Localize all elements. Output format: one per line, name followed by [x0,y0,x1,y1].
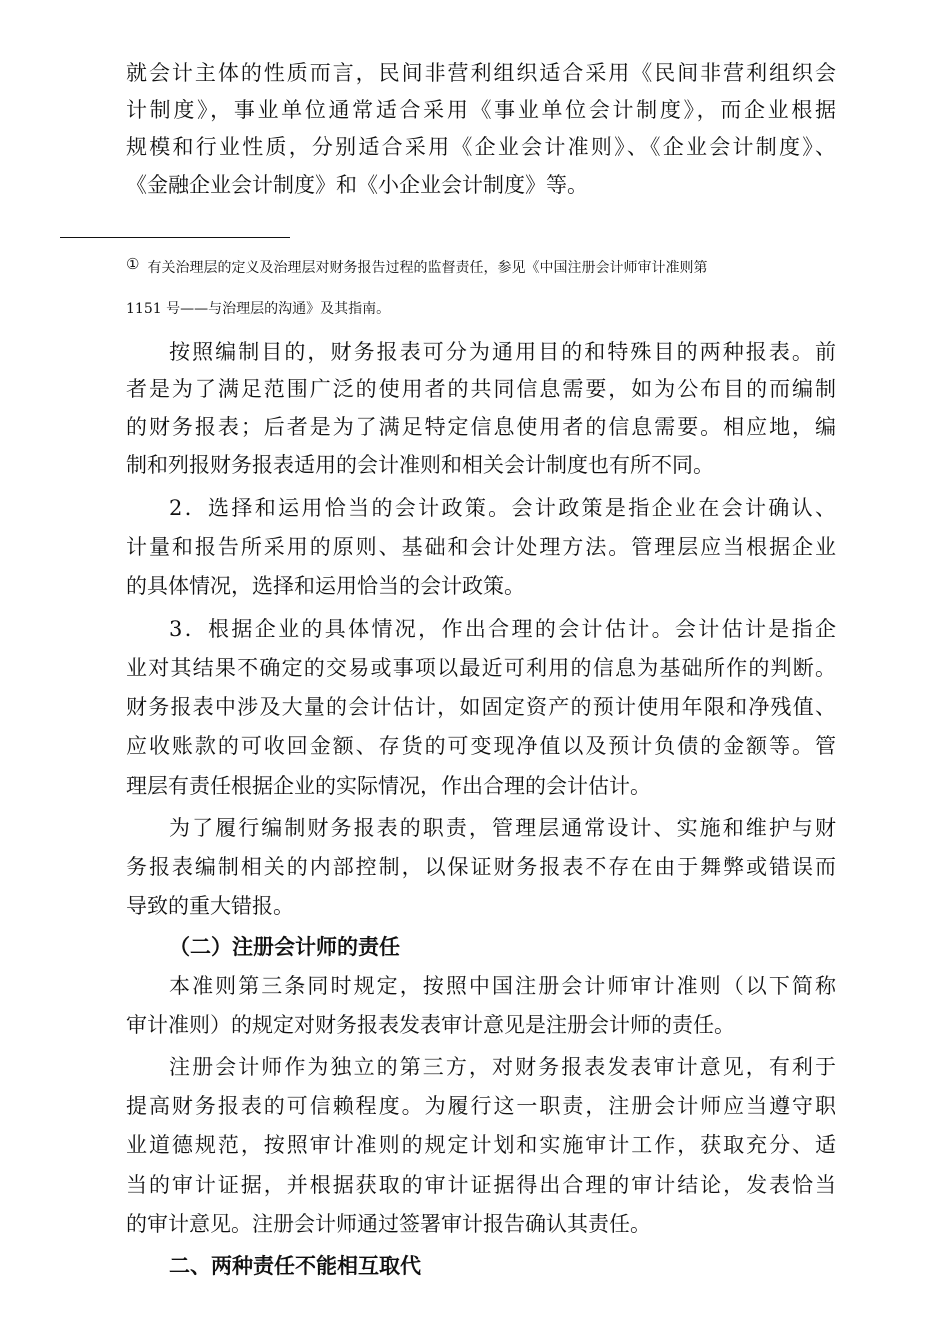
section-heading: （二）注册会计师的责任 [169,935,400,959]
paragraph-line: 当的审计证据，并根据获取的审计证据得出合理的审计结论，发表恰当 [126,1173,836,1197]
paragraph-line: 的审计意见。注册会计师通过签署审计报告确认其责任。 [126,1212,651,1236]
paragraph-line: 为了履行编制财务报表的职责，管理层通常设计、实施和维护与财 [169,816,836,840]
paragraph-line: 业道德规范，按照审计准则的规定计划和实施审计工作，获取充分、适 [126,1133,836,1157]
paragraph-line: 《金融企业会计制度》和《小企业会计制度》等。 [126,173,588,197]
footnote-text-line: 有关治理层的定义及治理层对财务报告过程的监督责任，参见《中国注册会计师审计准则第 [147,260,708,276]
paragraph-line: 注册会计师作为独立的第三方，对财务报表发表审计意见，有利于 [169,1055,836,1079]
paragraph-line: 理层有责任根据企业的实际情况，作出合理的会计估计。 [126,774,651,798]
paragraph-line: 务报表编制相关的内部控制，以保证财务报表不存在由于舞弊或错误而 [126,855,836,879]
chapter-heading: 二、两种责任不能相互取代 [169,1254,421,1278]
paragraph-line: 制和列报财务报表适用的会计准则和相关会计制度也有所不同。 [126,453,714,477]
paragraph-line: 按照编制目的，财务报表可分为通用目的和特殊目的两种报表。前 [169,340,836,364]
paragraph-line: 的财务报表；后者是为了满足特定信息使用者的信息需要。相应地，编 [126,415,836,439]
paragraph-line: 应收账款的可收回金额、存货的可变现净值以及预计负债的金额等。管 [126,734,836,758]
footnote-divider [60,237,290,238]
paragraph-line: 2．选择和运用恰当的会计政策。会计政策是指企业在会计确认、 [169,496,836,520]
footnote-text-line: 1151 号——与治理层的沟通》及其指南。 [126,301,391,317]
paragraph-line: 计量和报告所采用的原则、基础和会计处理方法。管理层应当根据企业 [126,535,836,559]
paragraph-line: 者是为了满足范围广泛的使用者的共同信息需要，如为公布目的而编制 [126,377,836,401]
paragraph-line: 财务报表中涉及大量的会计估计，如固定资产的预计使用年限和净残值、 [126,695,836,719]
paragraph-line: 计制度》，事业单位通常适合采用《事业单位会计制度》，而企业根据 [126,98,836,122]
paragraph-line: 导致的重大错报。 [126,894,294,918]
paragraph-line: 审计准则）的规定对财务报表发表审计意见是注册会计师的责任。 [126,1013,735,1037]
paragraph-line: 本准则第三条同时规定，按照中国注册会计师审计准则（以下简称 [169,974,836,998]
paragraph-line: 的具体情况，选择和运用恰当的会计政策。 [126,574,525,598]
paragraph-line: 3．根据企业的具体情况，作出合理的会计估计。会计估计是指企 [169,617,836,641]
paragraph-line: 规模和行业性质，分别适合采用《企业会计准则》、《企业会计制度》、 [126,135,836,159]
paragraph-line: 提高财务报表的可信赖程度。为履行这一职责，注册会计师应当遵守职 [126,1094,836,1118]
paragraph-line: 就会计主体的性质而言，民间非营利组织适合采用《民间非营利组织会 [126,61,836,85]
footnote [126,255,708,277]
footnote-marker: ① [126,255,140,273]
paragraph-line: 业对其结果不确定的交易或事项以最近可利用的信息为基础所作的判断。 [126,656,836,680]
